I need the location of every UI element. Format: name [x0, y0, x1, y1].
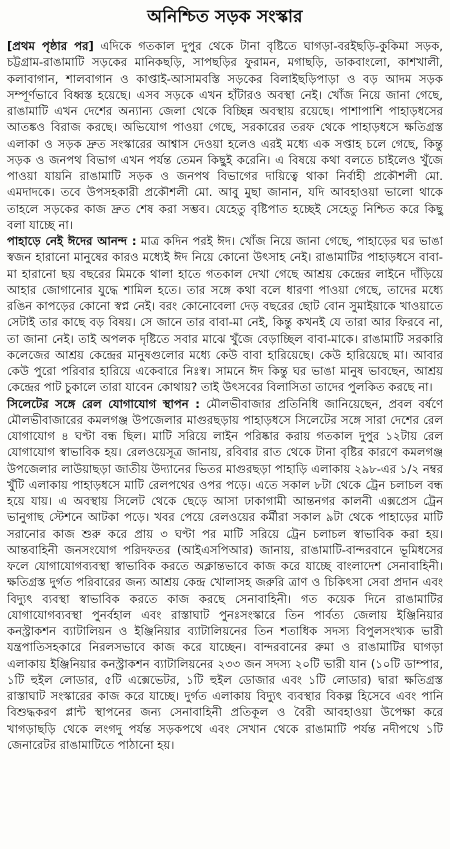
paragraph-continuation: [7, 38, 443, 233]
headline: অনিশ্চিত সড়ক সংস্কার: [147, 7, 303, 27]
paragraph-eid: [7, 233, 443, 396]
article-body: [7, 38, 443, 753]
paragraph-text: এদিকে গতকাল দুপুর থেকে টানা বৃষ্টিতে ঘাগড়া-বরইছড়ি-কুকিমা সড়ক, চট্টগ্রাম-রাঙামাটি সড়কের মানিকছড়ি, সাপছড়ির ফুরামন, মগাছড়ি, ডাকবাংলো, কাশখালী, কলাবাগান, শালবাগান ও কাপ্তাই-আসামবস্তি সড়কের বিলাইছড়িপাড়া ও বড় আদম সড়ক সম্পূর্ণভাবে বিধ্বস্ত হয়েছে। এসব সড়কে এখন হাঁটারও অবস্থা নেই। খোঁজ নিয়ে জানা গেছে, রাঙামাটি এখন দেশের অন্যান্য জেলা থেকে বিচ্ছিন্ন অবস্থায় রয়েছে। পাশাপাশি পাহাড়ধসের আতঙ্কও বিরাজ করছে। অভিযোগ পাওয়া গেছে, সরকারের তরফ থেকে পাহাড়ধসে ক্ষতিগ্রস্ত এলাকা ও সড়ক দ্রুত সংস্কারের আশ্বাস দেওয়া হলেও এরই মধ্যে এক সপ্তাহ চলে গেছে, কিন্তু সড়ক ও জনপথ বিভাগ এখন পর্যন্ত তেমন কিছুই করেনি। এ বিষয়ে কথা বলতে চাইলেও খুঁজে পাওয়া যায়নি রাঙামাটি সড়ক ও জনপথ বিভাগের দায়িত্বে থাকা নির্বাহী প্রকৌশলী মো. এমদাদকে। তবে উপসহকারী প্রকৌশলী মো. আবু মুছা জানান, যদি আবহাওয়া ভালো থাকে তাহলে সড়কের কাজ দ্রুত শেষ করা সম্ভব। যেহেতু বৃষ্টিপাত হচ্ছেই সেহেতু নিশ্চিত করে কিছু বলা যাচ্ছে না।: [7, 39, 443, 232]
subheading-rail: সিলেটের সঙ্গে রেল যোগাযোগ স্থাপন :: [7, 396, 200, 411]
paragraph-text: মাত্র কদিন পরই ঈদ। খোঁজ নিয়ে জানা গেছে, পাহাড়ের ঘর ভাঙা স্বজন হারানো মানুষের কারও মধ্যেই ঈদ নিয়ে কোনো উৎসাহ নেই। রাঙামাটির পাহাড়ধসে বাবা-মা হারানো ছয় বছরের মিমকে থালা হাতে গতকাল দেখা গেছে আশ্রয় কেন্দ্রের লাইনে দাঁড়িয়ে আহার জোগানোর যুদ্ধে শামিল হতে। তার সঙ্গে কথা বলে ধারণা পাওয়া গেছে, তাদের মধ্যে রঙিন কাপড়ের কোনো স্বপ্ন নেই। বরং কোনোবেলা দেড় বছরের ছোট বোন সুমাইয়াকে খাওয়াতে সেটাই তার কাছে বড় বিষয়। সে জানে তার বাবা-মা নেই, কিন্তু কখনই যে তারা আর ফিরবে না, তা জানা নেই। তাই অপলক দৃষ্টিতে সবার মাঝে খুঁজে বেড়াচ্ছিল বাবা-মাকে। রাঙামাটি সরকারি কলেজের আশ্রয় কেন্দ্রের মানুষগুলোর মধ্যে কেউ বাবা হারিয়েছে। কেউ হারিয়েছে মা। আবার কেউ পুরো পরিবার হারিয়ে একেবারে নিঃস্ব। সামনে ঈদ কিন্তু ঘর ভাঙা মানুষ ভাবছেন, আশ্রয় কেন্দ্রের পাট চুকালে তারা যাবেন কোথায়? তাই উৎসবের বিলাসিতা তাদের পুলকিত করছে না।: [7, 234, 443, 395]
paragraph-rail: [7, 396, 443, 754]
subheading-eid: পাহাড়ে নেই ঈদের আনন্দ :: [7, 234, 137, 248]
paragraph-text: মৌলভীবাজার প্রতিনিধি জানিয়েছেন, প্রবল বর্ষণে মৌলভীবাজারের কমলগঞ্জ উপজেলার মাগুরছড়ায় পাহাড়ধসে সিলেটের সঙ্গে সারা দেশের রেল যোগাযোগ ৪ ঘণ্টা বন্ধ ছিল। মাটি সরিয়ে লাইন পরিষ্কার করায় গতকাল দুপুর ১২টায় রেল যোগাযোগ স্বাভাবিক হয়। রেলওয়েসূত্র জানায়, রবিবার রাত থেকে টানা বৃষ্টির কারণে কমলগঞ্জ উপজেলার লাউয়াছড়া জাতীয় উদ্যানের ভিতর মাগুরছড়া পাহাড়ি এলাকায় ২৯৮-এর ১/২ নম্বর খুঁটি এলাকায় পাহাড়ধসে মাটি রেলপথের ওপর পড়ে। এতে সকাল ৮টা থেকে ট্রেন চলাচল বন্ধ হয়ে যায়। এ অবস্থায় সিলেট থেকে ছেড়ে আসা ঢাকাগামী আন্তনগর কালনী এক্সপ্রেস ট্রেন ভানুগাছ স্টেশনে আটকা পড়ে। খবর পেয়ে রেলওয়ের কর্মীরা সকাল ৯টা থেকে পাহাড়ের মাটি সরানোর কাজ শুরু করে প্রায় ৩ ঘণ্টা পর মাটি সরিয়ে ট্রেন চলাচল স্বাভাবিক করা হয়। আন্তবাহিনী জনসংযোগ পরিদফতর (আইএসপিআর) জানায়, রাঙামাটি-বান্দরবানে ভূমিধসের ফলে যোগাযোগব্যবস্থা স্বাভাবিক করতে অক্লান্তভাবে কাজ করে যাচ্ছে বাংলাদেশ সেনাবাহিনী। ক্ষতিগ্রস্ত দুর্গত পরিবারের জন্য আশ্রয় কেন্দ্র খোলাসহ জরুরি ত্রাণ ও চিকিৎসা সেবা প্রদান এবং বিদ্যুৎ ব্যবস্থা স্বাভাবিক করতে কাজ করছে সেনাবাহিনী। গত কয়েক দিনে রাঙামাটির যোগাযোগব্যবস্থা পুনর্বহাল এবং রাস্তাঘাট পুনঃসংস্কারে তিন পার্বত্য জেলায় ইঞ্জিনিয়ার কনস্ট্রাকশন ব্যাটালিয়ন ও ইঞ্জিনিয়ার ব্যাটালিয়নের তিন শতাধিক সদস্য বিপুলসংখ্যক ভারী যন্ত্রপাতিসহকারে নিরলসভাবে কাজ করে যাচ্ছেন। বান্দরবানের রুমা ও রাঙামাটির ঘাগড়া এলাকায় ইঞ্জিনিয়ার কনস্ট্রাকশন ব্যাটালিয়নের ২৩৩ জন সদস্য ২০টি ভারী যান (১০টি ডাম্পার, ১টি হুইল লোডার, ৫টি এক্সেভেটর, ১টি হুইল ডোজার এবং ১টি লোডার) দ্বারা ক্ষতিগ্রস্ত রাস্তাঘাট সংস্কারের কাজ করে যাচ্ছে। দুর্গত এলাকায় বিদ্যুৎ ব্যবস্থার বিকল্প হিসেবে এবং পানি বিশুদ্ধকরণ প্লান্ট স্থাপনের জন্য সেনাবাহিনী প্রতিকূল ও বৈরী আবহাওয়া উপেক্ষা করে খাগড়াছড়ি থেকে লংগদু পর্যন্ত সড়কপথে এবং সেখান থেকে রাঙামাটি পর্যন্ত নদীপথে ১টি জেনারেটর রাঙামাটিতে পাঠানো হয়।: [7, 396, 444, 752]
continuation-label: [প্রথম পৃষ্ঠার পর]: [7, 39, 94, 53]
